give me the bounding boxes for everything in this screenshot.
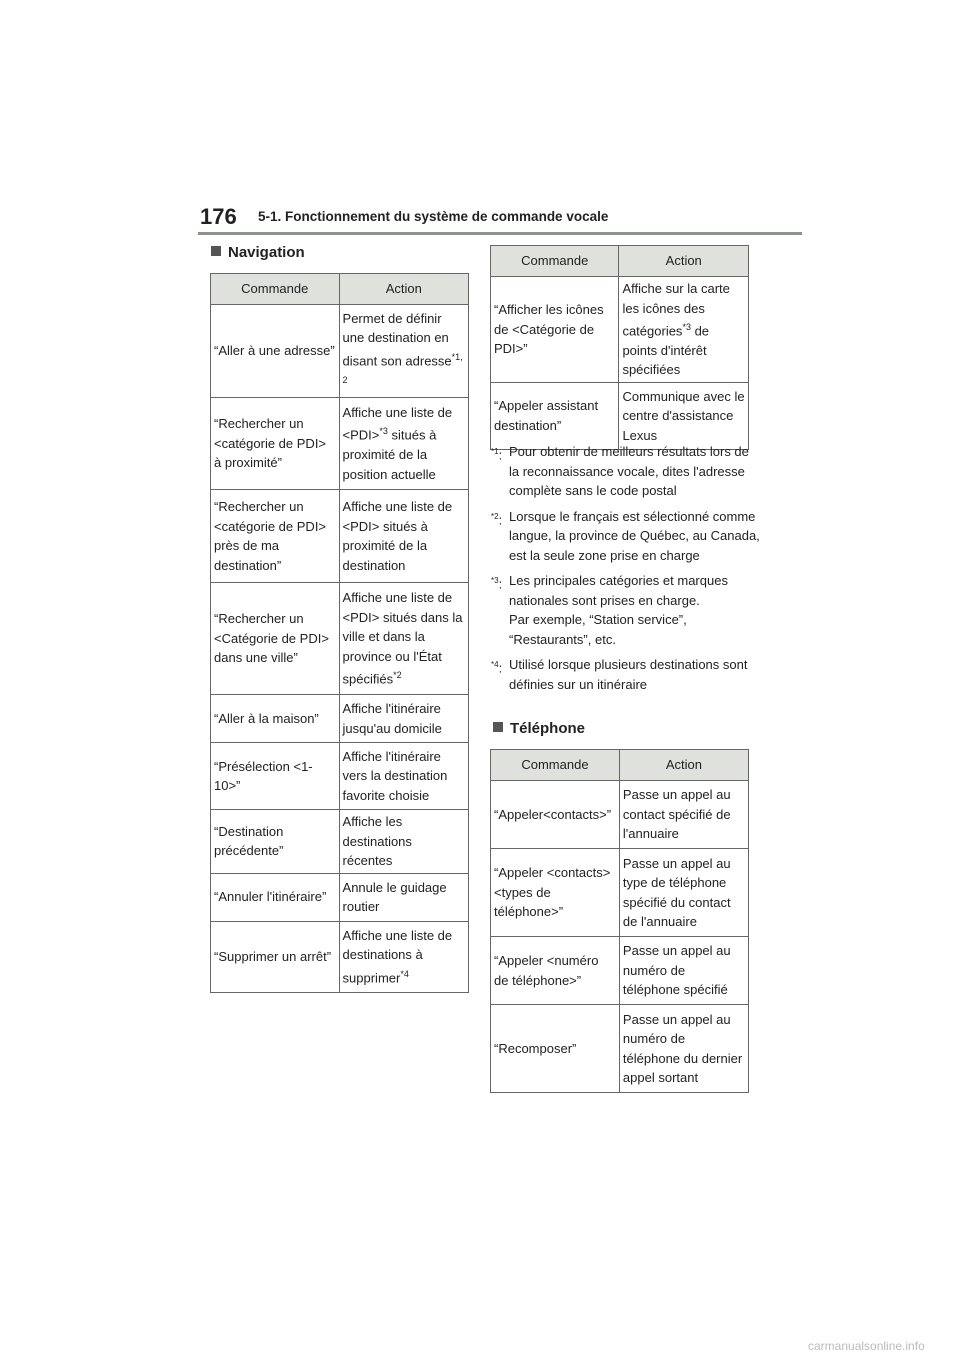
table-header-row — [211, 274, 469, 305]
action-text: Affiche sur la carte les icônes des catégories — [622, 281, 730, 339]
action-cell: Passe un appel au contact spécifié de l'annuaire — [619, 781, 748, 849]
footnote-mark: $^{*4}$: — [491, 660, 503, 676]
footnote-ref: *3 — [682, 322, 691, 332]
page-number: 176 — [200, 204, 237, 229]
column-header-command: Commande — [211, 274, 340, 305]
footnotes — [491, 442, 761, 700]
navigation-heading-text: Navigation — [228, 244, 305, 261]
telephone-heading-text: Téléphone — [510, 720, 586, 737]
column-header-command: Commande — [491, 750, 620, 781]
square-bullet-icon — [493, 722, 503, 732]
table-row — [211, 305, 469, 398]
telephone-table — [490, 749, 749, 1093]
command-cell: “Rechercher un <Catégorie de PDI> dans une ville” — [211, 583, 340, 695]
action-cell — [339, 305, 468, 398]
table-row — [491, 277, 749, 383]
command-cell: “Afficher les icônes de <Catégorie de PDI>” — [491, 277, 619, 383]
table-row — [491, 849, 749, 937]
action-cell: Affiche l'itinéraire vers la destination favorite choisie — [339, 743, 468, 810]
command-cell: “Présélection <1-10>” — [211, 743, 340, 810]
table-row — [211, 583, 469, 695]
table-row — [211, 398, 469, 490]
footnote — [491, 571, 761, 649]
footnote-ref: *4 — [400, 968, 409, 979]
table-row — [211, 490, 469, 583]
action-cell — [339, 921, 468, 992]
column-header-action: Action — [339, 274, 468, 305]
command-cell: “Appeler<contacts>” — [491, 781, 620, 849]
action-cell: Passe un appel au numéro de téléphone du dernier appel sortant — [619, 1005, 748, 1093]
footnote-text: Lorsque le français est sélectionné comme langue, la province de Québec, au Canada, est la seule zone prise en charge — [509, 508, 760, 563]
navigation-heading — [211, 244, 305, 261]
table-header-row — [491, 246, 749, 277]
footnote-mark: $^{*3}$: — [491, 576, 503, 592]
footnote-text-example: Par exemple, “Station service”, “Restaurants”, etc. — [509, 612, 687, 647]
square-bullet-icon — [211, 246, 221, 256]
action-text-cont: de points d'intérêt spécifiées — [622, 323, 710, 378]
table-header-row — [491, 750, 749, 781]
action-cell: Communique avec le centre d'assistance Lexus — [619, 382, 749, 449]
table-row — [211, 695, 469, 743]
footnote-ref: *3 — [379, 426, 388, 437]
table-row — [211, 921, 469, 992]
column-header-action: Action — [619, 750, 748, 781]
footnote-ref: *1, 2 — [342, 351, 463, 385]
table-row — [491, 781, 749, 849]
footnote — [491, 507, 761, 566]
navigation-table-continued — [490, 245, 749, 450]
header-rule — [198, 232, 802, 235]
footnote-mark: $^{*2}$: — [491, 511, 503, 527]
command-cell: “Recomposer” — [491, 1005, 620, 1093]
telephone-heading — [493, 720, 585, 737]
footnote-text: Les principales catégories et marques nationales sont prises en charge. — [509, 573, 728, 608]
table-row — [491, 937, 749, 1005]
footnote — [491, 442, 761, 501]
table-row — [491, 382, 749, 449]
footnote-text: Utilisé lorsque plusieurs destinations sont définies sur un itinéraire — [509, 657, 748, 692]
navigation-table — [210, 273, 469, 993]
command-cell: “Annuler l'itinéraire” — [211, 873, 340, 921]
table-row — [491, 1005, 749, 1093]
action-cell — [339, 398, 468, 490]
action-cell: Annule le guidage routier — [339, 873, 468, 921]
command-cell: “Appeler <numéro de téléphone>” — [491, 937, 620, 1005]
column-header-command: Commande — [491, 246, 619, 277]
table-row — [211, 873, 469, 921]
action-cell — [619, 277, 749, 383]
action-text: Affiche une liste de <PDI> — [342, 404, 453, 443]
command-cell: “Rechercher un <catégorie de PDI> à proximité” — [211, 398, 340, 490]
footnote-text: Pour obtenir de meilleurs résultats lors de la reconnaissance vocale, dites l'adresse complète sans le code postal — [509, 444, 749, 498]
table-row — [211, 743, 469, 810]
action-cell — [339, 583, 468, 695]
command-cell: “Rechercher un <catégorie de PDI> près de ma destination” — [211, 490, 340, 583]
table-row — [211, 810, 469, 874]
action-text: Permet de définir une destination en disant son adresse — [342, 310, 452, 368]
command-cell: “Destination précédente” — [211, 810, 340, 874]
command-cell: “Appeler assistant destination” — [491, 382, 619, 449]
footnote-ref: *2 — [393, 670, 402, 681]
command-cell: “Appeler <contacts> <types de téléphone>” — [491, 849, 620, 937]
footnote-mark: $^{*1}$: — [491, 447, 503, 463]
action-text: Affiche une liste de destinations à supprimer — [342, 927, 453, 985]
watermark-footer: carmanualsonline.info — [808, 1339, 925, 1353]
action-cell: Passe un appel au type de téléphone spécifié du contact de l'annuaire — [619, 849, 748, 937]
footnote — [491, 655, 761, 694]
action-cell: Affiche une liste de <PDI> situés à proximité de la destination — [339, 490, 468, 583]
action-cell: Affiche l'itinéraire jusqu'au domicile — [339, 695, 468, 743]
action-cell: Affiche les destinations récentes — [339, 810, 468, 874]
command-cell: “Supprimer un arrêt” — [211, 921, 340, 992]
section-title: 5-1. Fonctionnement du système de commande vocale — [258, 209, 609, 224]
command-cell: “Aller à la maison” — [211, 695, 340, 743]
command-cell: “Aller à une adresse” — [211, 305, 340, 398]
action-cell: Passe un appel au numéro de téléphone spécifié — [619, 937, 748, 1005]
action-text: Affiche une liste de <PDI> situés dans la ville et dans la province ou l'État spécifiés — [342, 590, 463, 687]
action-text-cont: situés à proximité de la position actuelle — [342, 427, 437, 482]
column-header-action: Action — [619, 246, 749, 277]
